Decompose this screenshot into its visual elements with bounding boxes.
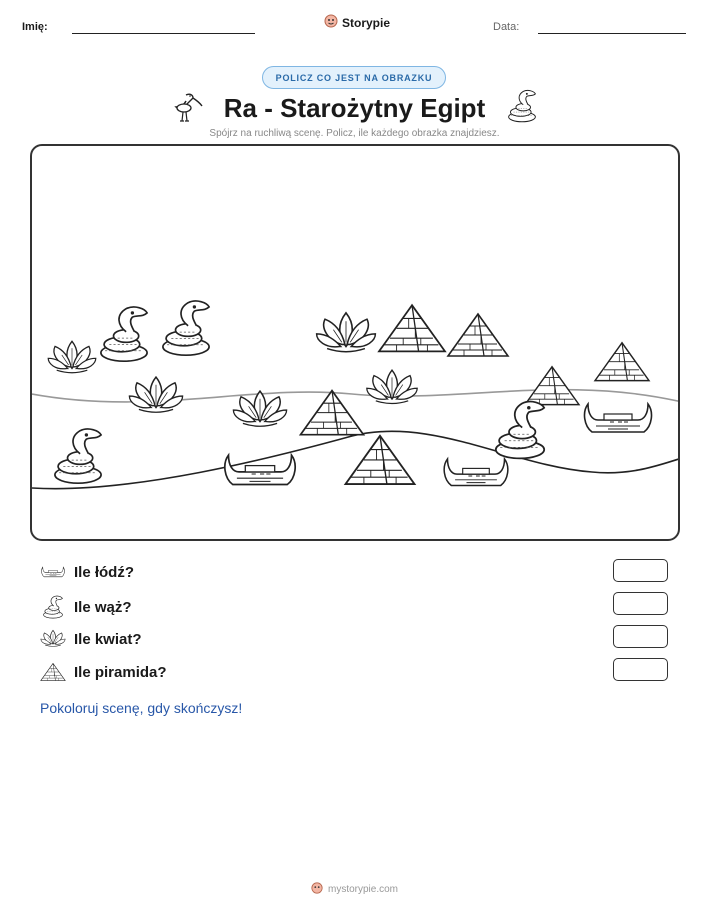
lotus-icon	[367, 370, 417, 403]
coloring-instruction: Pokoloruj scenę, gdy skończysz!	[40, 700, 243, 716]
snake-icon	[40, 595, 66, 619]
lotus-icon	[129, 377, 182, 412]
question-snakes	[40, 595, 132, 619]
lotus-icon	[48, 341, 96, 372]
pyramid-icon	[379, 305, 445, 351]
question-boats	[40, 562, 134, 582]
question-pyramids	[40, 661, 167, 683]
scene-illustration	[32, 146, 680, 541]
snake-icon	[163, 301, 209, 355]
storypie-logo-icon	[311, 882, 323, 897]
instruction-badge: POLICZ CO JEST NA OBRAZKU	[262, 66, 446, 89]
answer-box-pyramids[interactable]	[613, 658, 668, 681]
answer-box-flowers[interactable]	[613, 625, 668, 648]
pyramid-icon	[346, 436, 415, 484]
name-label: Imię:	[22, 21, 48, 33]
question-text: Ile piramida?	[74, 663, 167, 681]
pyramid-icon	[40, 661, 66, 683]
question-flowers	[40, 628, 142, 650]
name-line[interactable]	[72, 33, 255, 34]
date-label: Data:	[493, 21, 520, 33]
brand-logo	[324, 14, 390, 31]
site-url: mystorypie.com	[327, 884, 398, 895]
boat-icon	[40, 562, 66, 582]
date-line[interactable]	[538, 33, 686, 34]
site-footer	[0, 882, 709, 897]
snake-icon	[55, 429, 101, 483]
lotus-icon	[317, 313, 376, 352]
pyramid-icon	[525, 367, 579, 405]
lotus-icon	[233, 391, 286, 426]
answer-box-snakes[interactable]	[613, 592, 668, 615]
pyramid-icon	[448, 314, 508, 356]
question-text: Ile łódź?	[74, 563, 134, 581]
snake-icon	[496, 402, 544, 459]
page-title: Ra - Starożytny Egipt	[223, 93, 486, 123]
scene-frame	[30, 144, 680, 541]
snake-title-icon	[505, 89, 539, 128]
page-subtitle: Spójrz na ruchliwą scenę. Policz, ile każdego obrazka znajdziesz.	[209, 128, 500, 139]
boat-icon	[585, 404, 652, 432]
question-text: Ile kwiat?	[74, 630, 142, 648]
boat-icon	[444, 459, 508, 486]
pyramid-icon	[301, 391, 364, 435]
storypie-logo-icon	[324, 14, 338, 31]
lotus-icon	[40, 628, 66, 650]
question-text: Ile wąż?	[74, 598, 132, 616]
brand-name: Storypie	[342, 15, 391, 30]
snake-icon	[101, 307, 147, 361]
pyramid-icon	[595, 343, 649, 381]
answer-box-boats[interactable]	[613, 559, 668, 582]
